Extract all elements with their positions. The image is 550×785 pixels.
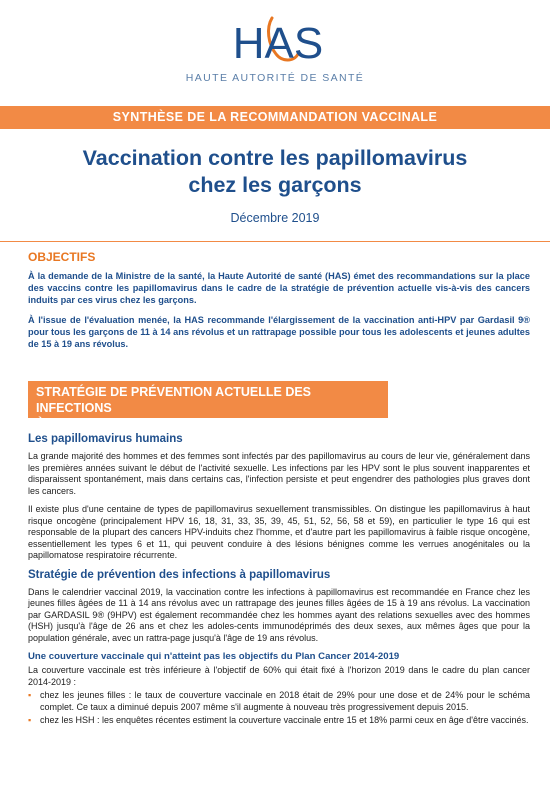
page-title	[0, 145, 550, 199]
logo-text: HAS	[232, 19, 324, 64]
divider	[0, 241, 550, 242]
list-item	[28, 690, 530, 713]
paragraph: La grande majorité des hommes et des femmes sont infectés par des papillomavirus au cours de leur vie, généralement dans les premières années suivant le début de l'activité sexuelle. Les infections par les HPV sont le plus souvent inapparentes et disparaissent spontanément, mais dans certains cas, l'infection persiste et peut engendrer des pathologies plus graves dont les cancers.	[28, 451, 530, 496]
list-item-text: chez les HSH : les enquêtes récentes estiment la couverture vaccinale entre 15 et 18% parmi ceux en âge d'être vaccinés.	[40, 715, 529, 725]
logo-subtitle: HAUTE AUTORITÉ DE SANTÉ	[185, 72, 365, 84]
subsection-title-papillomavirus: Les papillomavirus humains	[28, 433, 183, 445]
paragraph: Dans le calendrier vaccinal 2019, la vaccination contre les infections à papillomavirus est recommandée en France chez les jeunes filles âgées de 11 à 14 ans révolus avec un rattrapage des jeunes filles âgées de 15 à 19 ans révolus. La vaccination par GARDASIL 9® (9HPV) est également recommandée chez les hommes ayant des relations sexuelles avec des hommes (HSH) jusqu'à l'âge de 26 ans et chez les adoles-cents immunodéprimés des deux sexes, aux mêmes âges que pour la population générale, avec un rattra-page jusqu'à l'âge de 19 ans révolus.	[28, 586, 530, 643]
section-heading-line-2: À PAPILLOMAVIRUS EN FRANCE	[36, 417, 235, 431]
objectives-section	[28, 250, 530, 358]
has-logo-mark	[208, 14, 348, 64]
section-heading	[28, 381, 388, 431]
list-item	[28, 715, 530, 727]
bullet-icon: ▪	[28, 690, 32, 700]
synthesis-band: SYNTHÈSE DE LA RECOMMANDATION VACCINALE	[0, 106, 550, 129]
coverage-list	[28, 690, 530, 727]
list-item-text: chez les jeunes filles : le taux de couverture vaccinale en 2018 était de 29% pour une dose et de 24% pour le schéma complet. Ce taux a diminué depuis 2007 même s'il augmente à nouveau très progressivement depuis 2015.	[40, 690, 530, 712]
title-line-1: Vaccination contre les papillomavirus	[82, 146, 468, 170]
objectives-heading: OBJECTIFS	[28, 250, 96, 264]
main-content	[28, 433, 530, 729]
bullet-icon: ▪	[28, 715, 32, 725]
subsection-title-strategy: Stratégie de prévention des infections à papillomavirus	[28, 568, 331, 581]
objectives-paragraph-1: À la demande de la Ministre de la santé, la Haute Autorité de santé (HAS) émet des recommandations sur la place des vaccins contre les papillomavirus dans le cadre de la stratégie de prévention actuelle vis-à-vis des cancers induits par ces virus chez les garçons.	[28, 271, 530, 305]
section-heading-line-1: STRATÉGIE DE PRÉVENTION ACTUELLE DES INFECTIONS	[36, 385, 312, 415]
paragraph: La couverture vaccinale est très inférieure à l'objectif de 60% qui était fixé à l'horizon 2019 dans le cadre du plan cancer 2014-2019 :	[28, 665, 530, 687]
title-line-2: chez les garçons	[188, 173, 362, 197]
objectives-paragraph-2: À l'issue de l'évaluation menée, la HAS recommande l'élargissement de la vaccination anti-HPV par Gardasil 9® pour tous les garçons de 11 à 14 ans révolus et un rattrapage possible pour tous les adolescents et jeunes adultes de 15 à 19 ans révolus.	[28, 315, 530, 349]
subsection-title-coverage: Une couverture vaccinale qui n'atteint pas les objectifs du Plan Cancer 2014-2019	[28, 651, 400, 662]
paragraph: Il existe plus d'une centaine de types de papillomavirus sexuellement transmissibles. On distingue les papillomavirus à haut risque oncogène (principalement HPV 16, 18, 31, 33, 35, 39, 45, 51, 52, 56, 58 et 59), en particulier le type 16 qui est responsable de la plupart des cancers HPV-induits chez l'homme, et d'autre part les papillomavirus à faible risque oncogène, essentiellement les types 6 et 11, qui peuvent conduire à des lésions bénignes comme les verrues anogénitales ou la papillomatose respiratoire récurrente.	[28, 504, 530, 560]
publication-date: Décembre 2019	[230, 211, 320, 225]
has-logo	[0, 0, 550, 100]
